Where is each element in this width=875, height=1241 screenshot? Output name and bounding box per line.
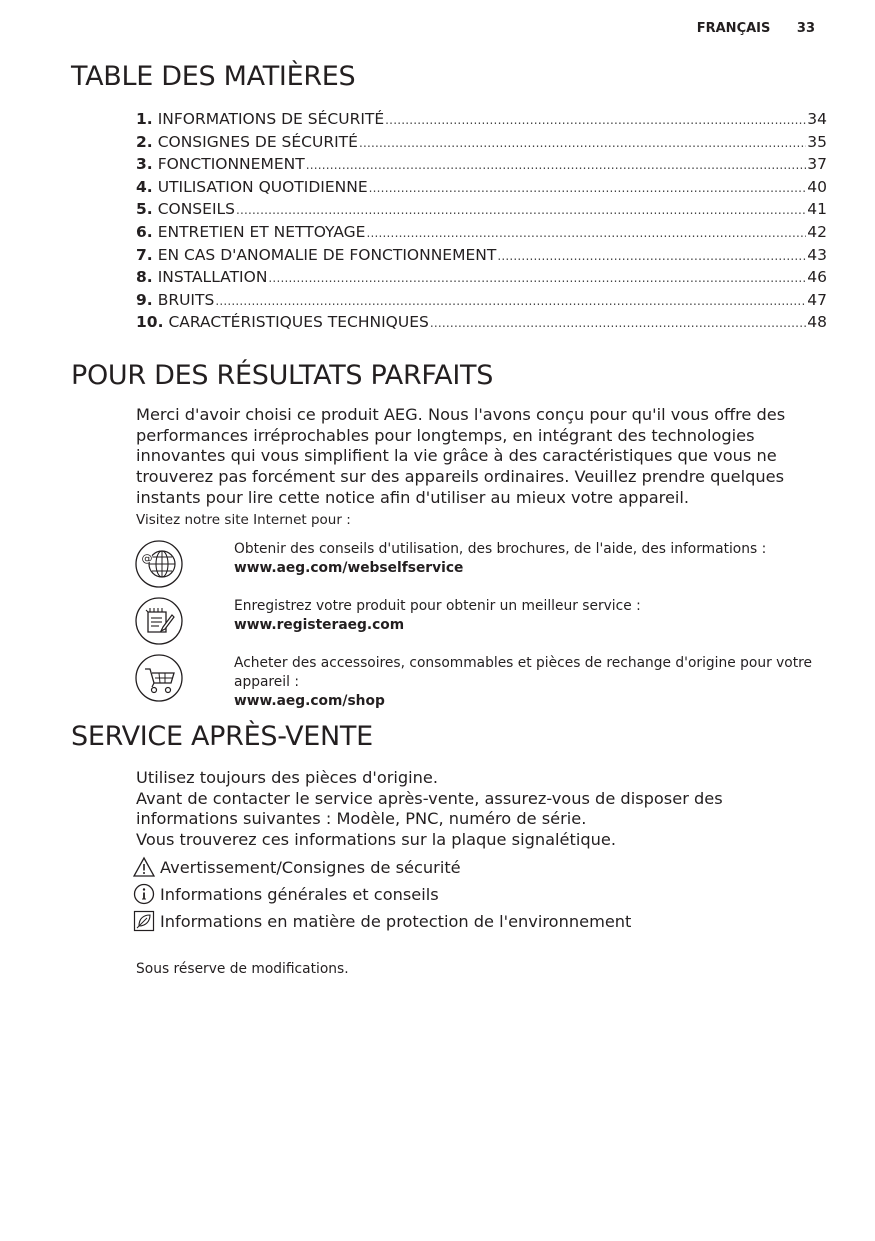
- service-description: Acheter des accessoires, consommables et pièces de rechange d'origine pour votre appareil :: [234, 655, 813, 690]
- toc-entry-title: INFORMATIONS DE SÉCURITÉ: [157, 110, 385, 128]
- toc-entry[interactable]: [136, 246, 827, 269]
- legend-label: Informations en matière de protection de l'environnement: [160, 911, 632, 931]
- toc-entry[interactable]: [136, 268, 827, 291]
- toc-entry-number: 1.: [136, 110, 153, 128]
- toc-entry[interactable]: [136, 155, 827, 178]
- footer-note: Sous réserve de modifications.: [136, 961, 349, 977]
- toc-entry-title: CARACTÉRISTIQUES TECHNIQUES: [168, 313, 429, 332]
- toc-leader: [306, 158, 807, 172]
- toc-entry-title: INSTALLATION: [157, 268, 268, 287]
- results-heading: POUR DES RÉSULTATS PARFAITS: [71, 360, 494, 391]
- after-sales-line: Vous trouverez ces informations sur la plaque signalétique.: [136, 829, 616, 849]
- leaf-icon: [133, 910, 155, 932]
- toc-entry[interactable]: [136, 313, 827, 336]
- toc-entry-title: UTILISATION QUOTIDIENNE: [157, 177, 368, 196]
- toc-entry-number: 6.: [136, 222, 153, 241]
- toc-entry[interactable]: [136, 178, 827, 201]
- toc-entry-number: 3.: [136, 155, 153, 174]
- after-sales-line: Utilisez toujours des pièces d'origine.: [136, 768, 439, 787]
- info-icon: [133, 883, 155, 905]
- toc-entry-page: 42: [807, 222, 827, 241]
- toc-heading: TABLE DES MATIÈRES: [71, 61, 356, 92]
- page-number: 33: [796, 21, 815, 36]
- toc-entry[interactable]: [136, 291, 827, 314]
- toc-entry-page: 41: [807, 200, 827, 219]
- service-description: Obtenir des conseils d'utilisation, des brochures, de l'aide, des informations :: [234, 541, 767, 557]
- toc-entry-number: 8.: [136, 268, 153, 287]
- warning-icon: [133, 856, 155, 878]
- legend-label: Informations générales et conseils: [160, 884, 439, 904]
- after-sales-text: [136, 768, 826, 850]
- toc-leader: [497, 249, 806, 263]
- toc-entry-number: 9.: [136, 290, 153, 309]
- register-icon: [135, 597, 183, 645]
- toc-entry-number: 4.: [136, 177, 153, 196]
- toc-entry-page: 48: [807, 313, 827, 332]
- toc-entry-title: BRUITS: [157, 290, 215, 309]
- toc-leader: [359, 136, 806, 150]
- toc-entry[interactable]: [136, 110, 827, 133]
- after-sales-heading: SERVICE APRÈS-VENTE: [71, 721, 373, 752]
- toc-leader: [236, 203, 806, 217]
- toc-entry-title: FONCTIONNEMENT: [157, 155, 305, 174]
- toc-entry-number: 7.: [136, 245, 153, 264]
- after-sales-line: Avant de contacter le service après-vente, assurez-vous de disposer des informations suivantes : Modèle, PNC, numéro de série.: [136, 788, 723, 828]
- toc-entry-number: 10.: [136, 313, 164, 332]
- svg-text:@: @: [141, 552, 153, 565]
- toc-entry-title: ENTRETIEN ET NETTOYAGE: [157, 222, 366, 241]
- toc-entry[interactable]: [136, 223, 827, 246]
- toc-entry-page: 35: [807, 132, 827, 151]
- toc-entry-page: 43: [807, 245, 827, 264]
- cart-icon: [135, 654, 183, 702]
- globe-icon: [135, 540, 183, 588]
- toc-entry-page: 37: [807, 155, 827, 174]
- toc-entry-page: 46: [807, 268, 827, 287]
- language-label: FRANÇAIS: [696, 21, 771, 36]
- toc-entry[interactable]: [136, 200, 827, 223]
- toc-entry-title: CONSEILS: [157, 200, 235, 219]
- toc-entry-page: 47: [807, 290, 827, 309]
- toc-entry-title: CONSIGNES DE SÉCURITÉ: [157, 132, 358, 151]
- shop-link[interactable]: www.aeg.com/shop: [234, 693, 385, 709]
- toc-leader: [215, 294, 806, 308]
- legend-label: Avertissement/Consignes de sécurité: [160, 857, 461, 877]
- webselfservice-link[interactable]: www.aeg.com/webselfservice: [234, 560, 464, 576]
- intro-paragraph: Merci d'avoir choisi ce produit AEG. Nous l'avons conçu pour qu'il vous offre des performances irréprochables pour longtemps, en intégrant des technologies innovantes qui vous simplifient la vie grâce à des caractéristiques que vous ne trouverez pas forcément sur des appareils ordinaires. Veuillez prendre quelques instants pour lire cette notice afin d'utiliser au mieux votre appareil.: [136, 405, 786, 507]
- toc-leader: [366, 226, 806, 240]
- toc-leader: [268, 271, 806, 285]
- toc-leader: [385, 113, 806, 127]
- register-link[interactable]: www.registeraeg.com: [234, 617, 405, 633]
- toc-entry-number: 2.: [136, 132, 153, 151]
- toc-leader: [369, 181, 807, 195]
- toc-leader: [430, 316, 806, 330]
- toc-entry-page: 40: [807, 177, 827, 196]
- legend-environment: [133, 910, 823, 932]
- table-of-contents: [136, 110, 827, 336]
- toc-entry[interactable]: [136, 133, 827, 156]
- toc-entry-title: EN CAS D'ANOMALIE DE FONCTIONNEMENT: [157, 245, 497, 264]
- toc-entry-page: 34: [807, 110, 827, 128]
- page-header: [697, 21, 815, 36]
- legend-info: [133, 883, 823, 905]
- legend-warning: [133, 856, 823, 878]
- toc-entry-number: 5.: [136, 200, 153, 219]
- service-description: Enregistrez votre produit pour obtenir un meilleur service :: [234, 598, 641, 614]
- visit-label: Visitez notre site Internet pour :: [136, 512, 351, 528]
